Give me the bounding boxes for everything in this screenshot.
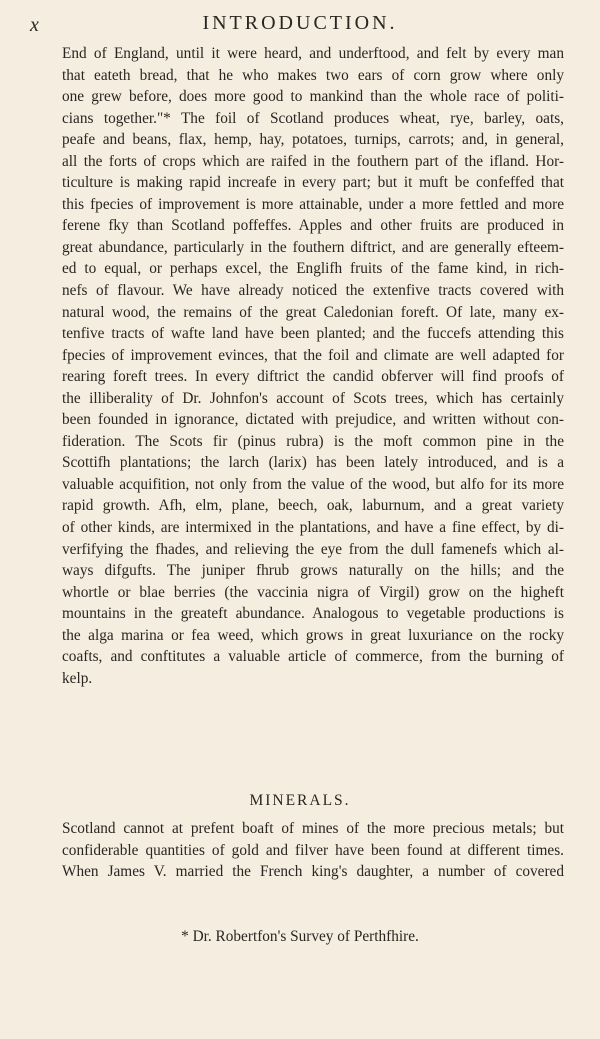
minerals-text (62, 818, 564, 883)
text-line: ed to equal, or perhaps excel, the Englifh fruits of the fame kind, in rich- (62, 260, 564, 278)
text-line: fpecies of improvement evinces, that the foil and climate are well adapted for (62, 346, 564, 364)
running-title: INTRODUCTION. (202, 12, 398, 34)
text-line: verfifying the fhades, and relieving the eye from the dull famenefs which al- (62, 540, 564, 558)
text-line: fideration. The Scots fir (pinus rubra) is the moft common pine in the (62, 432, 564, 450)
page-number: x (30, 14, 39, 36)
text-line: whortle or blae berries (the vaccinia nigra of Virgil) grow on the higheft (62, 583, 564, 601)
text-line: End of England, until it were heard, and underftood, and felt by every man (62, 45, 564, 62)
text-line: rapid growth. Afh, elm, plane, beech, oak, laburnum, and a great variety (62, 497, 564, 515)
minerals-heading: MINERALS. (249, 792, 351, 809)
text-line: When James V. married the French king's daughter, a number of covered (62, 863, 564, 881)
text-line: coafts, and conftitutes a valuable article of commerce, from the burning of (62, 648, 564, 666)
introduction-text (62, 43, 564, 689)
text-line: the alga marina or fea weed, which grows in great luxuriance on the rocky (62, 626, 564, 644)
text-line: this fpecies of improvement is more attainable, under a more fettled and more (62, 195, 564, 213)
text-line: tenfive tracts of wafte land have been planted; and the fuccefs attending this (62, 325, 564, 343)
text-line: peafe and beans, flax, hemp, hay, potatoes, turnips, carrots; and, in general, (62, 131, 564, 149)
text-line: that eateth bread, that he who makes two ears of corn grow where only (62, 66, 564, 84)
text-line: cians together."* The foil of Scotland produces wheat, rye, barley, oats, (62, 109, 564, 127)
text-line: one grew before, does more good to mankind than the whole race of politi- (62, 88, 564, 106)
text-line: all the forts of crops which are raifed in the fouthern part of the ifland. Hor- (62, 152, 564, 170)
text-line: Scottifh plantations; the larch (larix) has been lately introduced, and is a (62, 454, 564, 472)
text-line: ferene fky than Scotland poffeffes. Apples and other fruits are produced in (62, 217, 564, 235)
text-line: mountains in the greateft abundance. Analogous to vegetable productions is (62, 605, 564, 623)
page-header (0, 12, 600, 42)
text-line: ways difgufts. The juniper fhrub grows naturally on the hills; and the (62, 562, 564, 580)
text-line: confiderable quantities of gold and filver have been found at different times. (62, 841, 564, 859)
text-line: been founded in ignorance, dictated with prejudice, and written without con- (62, 411, 564, 429)
text-line: the illiberality of Dr. Johnfon's account of Scots trees, which has certainly (62, 389, 564, 407)
text-line: great abundance, particularly in the fouthern diftrict, and are generally efteem- (62, 238, 564, 256)
text-line: ticulture is making rapid increafe in every part; but it muft be confeffed that (62, 174, 564, 192)
text-line: Scotland cannot at prefent boaft of mines of the more precious metals; but (62, 820, 564, 837)
text-line: of other kinds, are intermixed in the plantations, and have a fine effect, by di- (62, 519, 564, 537)
text-line: valuable acquifition, not only from the value of the wood, but alfo for its more (62, 475, 564, 493)
text-line: natural wood, the remains of the great Caledonian foreft. Of late, many ex- (62, 303, 564, 321)
footnote: * Dr. Robertfon's Survey of Perthfhire. (181, 928, 419, 945)
text-line: nefs of flavour. We have already noticed the extenfive tracts covered with (62, 282, 564, 300)
text-line: kelp. (62, 669, 93, 687)
text-line: rearing foreft trees. In every diftrict the candid obferver will find proofs of (62, 368, 564, 386)
